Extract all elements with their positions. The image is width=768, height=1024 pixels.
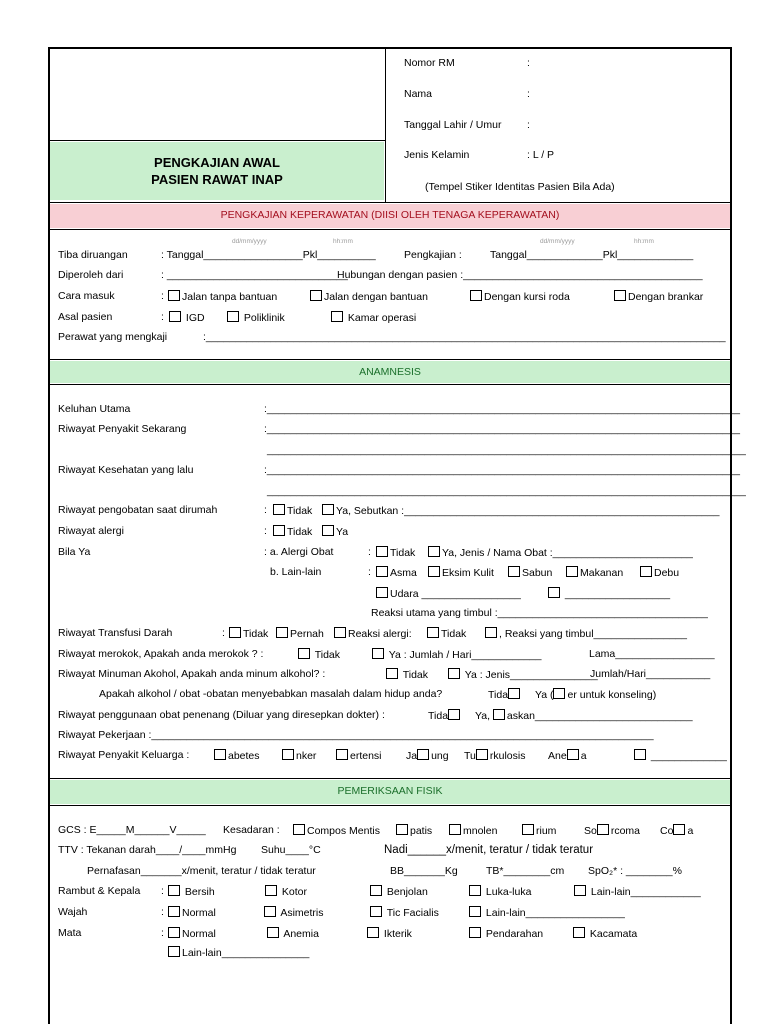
- checkbox[interactable]: [573, 927, 585, 938]
- section-fisik: PEMERIKSAAN FISIK: [50, 780, 730, 804]
- option-label: Pernah: [290, 628, 324, 640]
- merokok-label: Riwayat merokok, Apakah anda merokok ? :: [58, 648, 264, 660]
- alkohol-q-tidak[interactable]: [488, 688, 522, 701]
- reaksi-field[interactable]: Reaksi utama yang timbul :____________________________________: [371, 607, 708, 619]
- pengobatan-label: Riwayat pengobatan saat dirumah: [58, 504, 218, 516]
- checkbox[interactable]: [370, 906, 382, 917]
- option-makanan[interactable]: [566, 566, 623, 579]
- spo2-field[interactable]: SpO₂* : ________%: [588, 865, 682, 877]
- checkbox[interactable]: [386, 668, 398, 679]
- alergi-obat-ya[interactable]: [428, 546, 693, 559]
- checkbox[interactable]: [229, 627, 241, 638]
- reaksi-tidak[interactable]: [427, 627, 466, 640]
- checkbox[interactable]: [336, 749, 348, 760]
- checkbox[interactable]: [470, 290, 482, 301]
- keluhan-label: Keluhan Utama: [58, 403, 131, 415]
- checkbox[interactable]: [567, 749, 579, 760]
- option-igd[interactable]: [169, 311, 205, 324]
- option-label: Lain-lain_______________: [182, 947, 310, 959]
- checkbox[interactable]: [282, 749, 294, 760]
- checkbox[interactable]: [417, 749, 429, 760]
- option-label: nker: [296, 750, 317, 762]
- nadi-field[interactable]: Nadi______x/menit, teratur / tidak teratur: [384, 844, 594, 856]
- alergi-tidak[interactable]: [273, 525, 312, 538]
- option-label: Anemia: [283, 928, 319, 940]
- option-label: Dengan kursi roda: [484, 291, 570, 303]
- alergi-obat-tidak[interactable]: [376, 546, 415, 559]
- option-label: Tidak: [402, 669, 429, 681]
- option-eksim[interactable]: [428, 566, 494, 579]
- cara-masuk-label: Cara masuk: [58, 290, 115, 302]
- kes-delirium[interactable]: [522, 824, 556, 837]
- option-jalan-tanpa-bantuan[interactable]: [168, 290, 277, 303]
- option-label: Ane: [548, 750, 567, 762]
- option-label: patis: [410, 825, 433, 837]
- alkohol-label: Riwayat Minuman Akohol, Apakah anda minum alkohol? :: [58, 668, 326, 680]
- tiba-label: Tiba diruangan: [58, 249, 128, 261]
- option-label: Ya, Jenis / Nama Obat :________________________: [442, 547, 693, 559]
- option-label: Tidak: [390, 547, 416, 559]
- pengkajian-label: Pengkajian :: [404, 249, 462, 261]
- reaksi-ya[interactable]: [485, 627, 687, 640]
- divider: [49, 229, 732, 230]
- colon: :: [161, 311, 164, 323]
- checkbox[interactable]: [376, 546, 388, 557]
- checkbox[interactable]: [508, 688, 520, 699]
- rps-field[interactable]: :_________________________________________________________________________________: [264, 423, 740, 435]
- checkbox[interactable]: [469, 927, 481, 938]
- option-sabun[interactable]: [508, 566, 552, 579]
- option-label: askan___________________________: [506, 710, 693, 722]
- option-label: rium: [536, 825, 557, 837]
- nama-colon: :: [527, 88, 530, 100]
- section-anamnesis: ANAMNESIS: [50, 361, 730, 383]
- option-label: Bersih: [184, 886, 215, 898]
- checkbox[interactable]: [168, 946, 180, 957]
- option-label: Jalan tanpa bantuan: [182, 291, 278, 303]
- checkbox[interactable]: [376, 566, 388, 577]
- option-label: Normal: [182, 907, 216, 919]
- alergi-ya[interactable]: [322, 525, 348, 538]
- rambut-kotor[interactable]: [265, 885, 307, 898]
- option-label: Tida: [488, 689, 509, 701]
- pengkajian-field[interactable]: Tanggal_____________Pkl_____________: [490, 249, 694, 261]
- checkbox[interactable]: [265, 885, 277, 896]
- option-label: Ya,: [475, 710, 490, 722]
- rps-label: Riwayat Penyakit Sekarang: [58, 423, 187, 435]
- option-label: Kacamata: [589, 928, 638, 940]
- checkbox[interactable]: [214, 749, 226, 760]
- option-label: Eksim Kulit: [442, 567, 494, 579]
- form-title-line2: PASIEN RAWAT INAP: [151, 172, 283, 187]
- form-title-line1: PENGKAJIAN AWAL: [154, 155, 280, 170]
- rps-field-2[interactable]: __________________________________________________________________________________: [267, 444, 746, 456]
- option-label: Tidak: [287, 526, 313, 538]
- option-label: Compos Mentis: [307, 825, 380, 837]
- penenang-tidak[interactable]: [428, 709, 462, 722]
- option-label: mnolen: [463, 825, 498, 837]
- kes-somnolen[interactable]: [449, 824, 497, 837]
- penenang-ya[interactable]: [475, 709, 693, 722]
- option-label: Reaksi alergi:: [348, 628, 412, 640]
- option-label: Tidak: [243, 628, 269, 640]
- checkbox[interactable]: [293, 824, 305, 835]
- nomor-rm-colon: :: [527, 57, 530, 69]
- jenis-kelamin-label: Jenis Kelamin: [404, 149, 470, 161]
- checkbox[interactable]: [566, 566, 578, 577]
- transfusi-pernah[interactable]: [276, 627, 324, 640]
- checkbox[interactable]: [169, 311, 181, 322]
- checkbox[interactable]: [310, 290, 322, 301]
- option-label: ung: [431, 750, 449, 762]
- rkl-field[interactable]: :_________________________________________________________________________________: [264, 464, 740, 476]
- mata-lain[interactable]: [168, 946, 309, 959]
- alkohol-question: Apakah alkohol / obat -obatan menyebabkan masalah dalam hidup anda?: [99, 688, 443, 700]
- perawat-label: Perawat yang mengkaji: [58, 331, 168, 343]
- divider: [49, 202, 732, 203]
- option-label: Kamar operasi: [347, 312, 417, 324]
- alkohol-jumlah[interactable]: Jumlah/Hari___________: [590, 668, 711, 680]
- checkbox[interactable]: [640, 566, 652, 577]
- checkbox[interactable]: [428, 566, 440, 577]
- time-hint-2: hh:mm: [634, 238, 654, 245]
- option-label: Lain-lain_________________: [485, 907, 625, 919]
- bb-field[interactable]: BB_______Kg: [390, 865, 458, 877]
- ttv-field[interactable]: TTV : Tekanan darah____/____mmHg: [58, 844, 237, 856]
- alkohol-q-ya[interactable]: [535, 688, 656, 701]
- option-label: Asimetris: [280, 907, 324, 919]
- option-label: IGD: [185, 312, 205, 324]
- checkbox[interactable]: [372, 648, 384, 659]
- tb-field[interactable]: TB*________cm: [486, 865, 565, 877]
- option-label: a: [687, 825, 694, 837]
- checkbox[interactable]: [273, 504, 285, 515]
- header-divider: [385, 48, 386, 202]
- rambut-lain[interactable]: [574, 885, 701, 898]
- option-label: rcoma: [610, 825, 641, 837]
- checkbox[interactable]: [508, 566, 520, 577]
- date-hint: dd/mm/yyyy: [232, 238, 267, 245]
- wajah-normal[interactable]: [168, 906, 216, 919]
- wajah-asimetris[interactable]: [264, 906, 324, 919]
- mata-ikterik[interactable]: [367, 927, 412, 940]
- option-label: abetes: [228, 750, 260, 762]
- option-label: er untuk konseling): [567, 689, 657, 701]
- time-hint: hh:mm: [333, 238, 353, 245]
- divider: [49, 805, 732, 806]
- checkbox[interactable]: [267, 927, 279, 938]
- option-label: Tidak: [287, 505, 313, 517]
- gcs-field[interactable]: GCS : E_____M______V_____: [58, 824, 206, 836]
- mata-normal[interactable]: [168, 927, 216, 940]
- checkbox[interactable]: [168, 885, 180, 896]
- nomor-rm-label: Nomor RM: [404, 57, 455, 69]
- option-label: Co: [660, 825, 674, 837]
- option-asma[interactable]: [376, 566, 417, 579]
- option-lain-blank[interactable]: [548, 587, 670, 600]
- option-brankar[interactable]: [614, 290, 703, 303]
- option-label: Normal: [182, 928, 216, 940]
- option-label: Ya: [336, 526, 349, 538]
- checkbox[interactable]: [367, 927, 379, 938]
- option-label: Benjolan: [386, 886, 428, 898]
- keluhan-field[interactable]: :_________________________________________________________________________________: [264, 403, 740, 415]
- tanggal-lahir-label: Tanggal Lahir / Umur: [404, 119, 502, 131]
- colon: :: [264, 504, 267, 516]
- colon: :: [368, 566, 371, 578]
- kes-coma[interactable]: [660, 824, 693, 837]
- merokok-ya[interactable]: [372, 648, 541, 661]
- colon: :: [161, 885, 164, 897]
- checkbox[interactable]: [448, 668, 460, 679]
- checkbox[interactable]: [449, 824, 461, 835]
- sticker-note: (Tempel Stiker Identitas Pasien Bila Ada): [425, 181, 615, 193]
- keluarga-jantung[interactable]: [406, 749, 449, 762]
- option-label: So: [584, 825, 597, 837]
- keluarga-diabetes[interactable]: [214, 749, 260, 762]
- kes-soporcoma[interactable]: [584, 824, 640, 837]
- option-label: Dengan brankar: [628, 291, 704, 303]
- checkbox[interactable]: [370, 885, 382, 896]
- kesadaran-label: Kesadaran :: [223, 824, 280, 836]
- diperoleh-label: Diperoleh dari: [58, 269, 124, 281]
- checkbox[interactable]: [168, 906, 180, 917]
- section-keperawatan: PENGKAJIAN KEPERAWATAN (DIISI OLEH TENAGA KEPERAWATAN): [50, 204, 730, 228]
- jenis-kelamin-value: : L / P: [527, 149, 555, 161]
- bila-ya-label: Bila Ya: [58, 546, 91, 558]
- option-label: Ja: [406, 750, 418, 762]
- checkbox[interactable]: [168, 290, 180, 301]
- checkbox[interactable]: [476, 749, 488, 760]
- wajah-lain[interactable]: [469, 906, 625, 919]
- divider: [49, 384, 732, 385]
- checkbox[interactable]: [427, 627, 439, 638]
- colon: :: [222, 627, 225, 639]
- napas-field[interactable]: Pernafasan_______x/menit, teratur / tidak teratur: [87, 865, 316, 877]
- alergi-obat-label: : a. Alergi Obat: [264, 546, 334, 558]
- keluarga-label: Riwayat Penyakit Keluarga :: [58, 749, 190, 761]
- checkbox[interactable]: [331, 311, 343, 322]
- wajah-tic[interactable]: [370, 906, 439, 919]
- option-label: Jalan dengan bantuan: [324, 291, 428, 303]
- option-label: rkulosis: [489, 750, 526, 762]
- checkbox[interactable]: [522, 824, 534, 835]
- lain-lain-label: b. Lain-lain: [270, 566, 322, 578]
- date-hint-2: dd/mm/yyyy: [540, 238, 575, 245]
- mata-pendarahan[interactable]: [469, 927, 543, 940]
- option-label: a: [580, 750, 587, 762]
- rambut-label: Rambut & Kepala: [58, 885, 141, 897]
- pekerjaan-field[interactable]: Riwayat Pekerjaan :______________________________________________________________________________________: [58, 729, 654, 741]
- checkbox[interactable]: [322, 525, 334, 536]
- option-label: Kotor: [281, 886, 308, 898]
- asal-pasien-label: Asal pasien: [58, 311, 113, 323]
- checkbox[interactable]: [493, 709, 505, 720]
- rkl-field-2[interactable]: __________________________________________________________________________________: [267, 485, 746, 497]
- option-debu[interactable]: [640, 566, 679, 579]
- option-label: ertensi: [350, 750, 382, 762]
- mata-kacamata[interactable]: [573, 927, 637, 940]
- penenang-label: Riwayat penggunaan obat penenang (Diluar yang diresepkan dokter) :: [58, 709, 385, 721]
- perawat-field[interactable]: :_________________________________________________________________________________________: [203, 331, 726, 343]
- transfusi-label: Riwayat Transfusi Darah: [58, 627, 173, 639]
- option-label: Asma: [390, 567, 417, 579]
- checkbox[interactable]: [469, 906, 481, 917]
- option-label: Debu: [654, 567, 680, 579]
- rkl-label: Riwayat Kesehatan yang lalu: [58, 464, 194, 476]
- option-label: Tidak: [441, 628, 467, 640]
- option-label: Poliklinik: [243, 312, 285, 324]
- alkohol-tidak[interactable]: [386, 668, 428, 681]
- pengobatan-tidak[interactable]: [273, 504, 312, 517]
- nama-label: Nama: [404, 88, 433, 100]
- rambut-benjolan[interactable]: [370, 885, 428, 898]
- tanggal-lahir-colon: :: [527, 119, 530, 131]
- option-label: Sabun: [522, 567, 553, 579]
- checkbox[interactable]: [469, 885, 481, 896]
- checkbox[interactable]: [227, 311, 239, 322]
- option-label: __________________: [564, 588, 671, 600]
- option-label: Ya : Jenis_______________: [464, 669, 598, 681]
- option-kamar-operasi[interactable]: [331, 311, 416, 324]
- option-label: Ikterik: [383, 928, 412, 940]
- option-label: Tidak: [314, 649, 341, 661]
- transfusi-reaksi[interactable]: [334, 627, 412, 640]
- option-udara[interactable]: [376, 587, 521, 600]
- keluarga-tbc[interactable]: [464, 749, 525, 762]
- checkbox[interactable]: [396, 824, 408, 835]
- option-label: Ya, Sebutkan :______________________________________________________: [336, 505, 720, 517]
- rambut-bersih[interactable]: [168, 885, 215, 898]
- hubungan-field[interactable]: Hubungan dengan pasien :_________________________________________: [337, 269, 703, 281]
- diperoleh-field[interactable]: : _______________________________: [161, 269, 348, 281]
- colon: :: [368, 546, 371, 558]
- checkbox[interactable]: [298, 648, 310, 659]
- mata-anemia[interactable]: [267, 927, 319, 940]
- pengobatan-ya[interactable]: [322, 504, 719, 517]
- kes-compos[interactable]: [293, 824, 380, 837]
- option-label: Tida: [428, 710, 449, 722]
- checkbox[interactable]: [376, 587, 388, 598]
- checkbox[interactable]: [428, 546, 440, 557]
- colon: :: [264, 525, 267, 537]
- checkbox[interactable]: [322, 504, 334, 515]
- option-label: Ya : Jumlah / Hari____________: [388, 649, 542, 661]
- option-label: Lain-lain____________: [590, 886, 701, 898]
- option-label: Makanan: [580, 567, 624, 579]
- checkbox[interactable]: [448, 709, 460, 720]
- checkbox[interactable]: [264, 906, 276, 917]
- colon: :: [161, 290, 164, 302]
- option-kursi-roda[interactable]: [470, 290, 570, 303]
- checkbox[interactable]: [673, 824, 685, 835]
- option-label: Pendarahan: [485, 928, 544, 940]
- checkbox[interactable]: [485, 627, 497, 638]
- colon: :: [161, 927, 164, 939]
- checkbox[interactable]: [634, 749, 646, 760]
- checkbox[interactable]: [273, 525, 285, 536]
- keluarga-lain[interactable]: [634, 749, 727, 762]
- keluarga-kanker[interactable]: [282, 749, 316, 762]
- option-poliklinik[interactable]: [227, 311, 285, 324]
- alkohol-ya[interactable]: [448, 668, 598, 681]
- merokok-lama[interactable]: Lama_________________: [589, 648, 715, 660]
- keluarga-anemia[interactable]: [548, 749, 587, 762]
- transfusi-tidak[interactable]: [229, 627, 268, 640]
- checkbox[interactable]: [597, 824, 609, 835]
- mata-label: Mata: [58, 927, 82, 939]
- option-label: Udara _________________: [390, 588, 521, 600]
- wajah-label: Wajah: [58, 906, 88, 918]
- divider: [49, 359, 732, 360]
- checkbox[interactable]: [334, 627, 346, 638]
- checkbox[interactable]: [276, 627, 288, 638]
- checkbox[interactable]: [168, 927, 180, 938]
- divider: [49, 778, 732, 779]
- option-label: _____________: [650, 750, 727, 762]
- option-jalan-dengan-bantuan[interactable]: [310, 290, 428, 303]
- option-label: Tu: [464, 750, 476, 762]
- logo-divider: [49, 140, 385, 141]
- option-label: Luka-luka: [485, 886, 532, 898]
- alergi-label: Riwayat alergi: [58, 525, 124, 537]
- colon: :: [161, 906, 164, 918]
- option-label: Tic Facialis: [386, 907, 439, 919]
- kes-apatis[interactable]: [396, 824, 432, 837]
- suhu-field[interactable]: Suhu____°C: [261, 844, 321, 856]
- checkbox[interactable]: [614, 290, 626, 301]
- option-label: Ya (: [535, 689, 554, 701]
- merokok-tidak[interactable]: [298, 648, 340, 661]
- keluarga-hipertensi[interactable]: [336, 749, 382, 762]
- checkbox[interactable]: [574, 885, 586, 896]
- rambut-luka[interactable]: [469, 885, 531, 898]
- checkbox[interactable]: [548, 587, 560, 598]
- option-label: , Reaksi yang timbul________________: [499, 628, 687, 640]
- checkbox[interactable]: [553, 688, 565, 699]
- tiba-field[interactable]: : Tanggal_________________Pkl__________: [161, 249, 376, 261]
